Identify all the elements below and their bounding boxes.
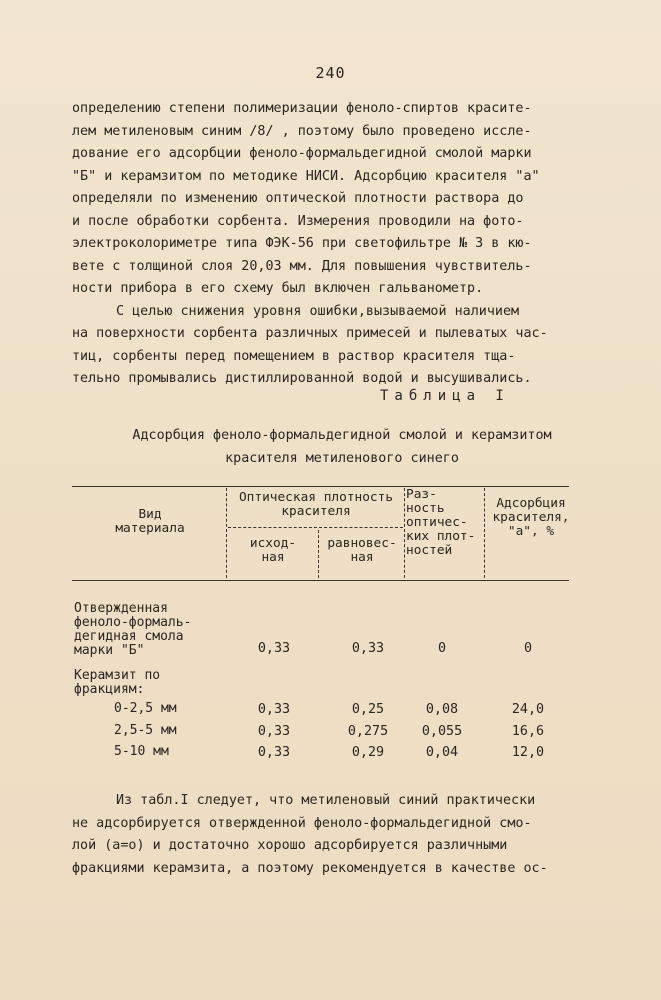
table-top-rule [72, 486, 569, 487]
table-caption-line-1: Адсорбция феноло-формальдегидной смолой и керамзитом [132, 428, 552, 443]
header-difference [406, 488, 484, 558]
cell-equilibrium: 0,275 [347, 724, 389, 739]
text-line: ности прибора в его схему был включен гальванометр. [72, 281, 484, 296]
header-text: исход- [249, 536, 297, 551]
table-row-label: 2,5-5 мм [114, 723, 177, 738]
header-text: Раз- [406, 487, 437, 502]
column-divider [226, 488, 227, 578]
header-material [80, 508, 220, 536]
header-subdivider [228, 527, 403, 528]
text-line: определению степени полимеризации феноло-спиртов красите- [72, 101, 532, 116]
header-text: красителя, [492, 510, 570, 525]
header-text: оптичес- [406, 515, 468, 530]
text-line: вете с толщиной слоя 20,03 мм. Для повышения чувствитель- [72, 258, 532, 274]
header-text: ностей [406, 543, 453, 558]
row-label-text: феноло-формаль- [74, 615, 192, 630]
text-line: фракциями керамзита, а поэтому рекомендуется в качестве ос- [72, 860, 548, 876]
cell-difference: 0,055 [421, 724, 463, 739]
row-label-text: фракциям: [74, 682, 145, 697]
text-line: и после обработки сорбента. Измерения проводили на фото- [72, 213, 524, 229]
cell-initial: 0,33 [257, 702, 291, 717]
text-line: С целью снижения уровня ошибки,вызываемой наличием [116, 303, 520, 319]
row-label-text: Керамзит по [74, 668, 161, 683]
row-label-text: марки "Б" [74, 643, 145, 658]
header-equilibrium [320, 537, 404, 565]
cell-difference: 0 [437, 641, 447, 656]
header-text: ная [350, 550, 374, 565]
table-row-label: 0-2,5 мм [114, 701, 177, 716]
text-line: определяли по изменению оптической плотности раствора до [72, 191, 524, 206]
table-row-label [74, 669, 160, 697]
cell-initial: 0,33 [257, 745, 291, 760]
row-label-text: дегидная смола [74, 629, 184, 644]
cell-initial: 0,33 [257, 724, 291, 739]
header-initial [228, 537, 318, 565]
text-line: Из табл.I следует, что метиленовый синий практически [116, 793, 536, 808]
header-text: "а", % [507, 524, 555, 539]
cell-equilibrium: 0,29 [351, 745, 385, 760]
header-text: ность [406, 501, 445, 516]
cell-adsorption: 24,0 [511, 702, 545, 717]
table-row-label [74, 602, 191, 658]
cell-adsorption: 16,6 [511, 724, 545, 739]
text-line: на поверхности сорбента различных примесей и пылеватых час- [72, 326, 548, 341]
table-row-label: 5-10 мм [114, 744, 169, 759]
header-text: материала [115, 521, 185, 536]
cell-difference: 0,08 [425, 702, 459, 717]
page-number: 240 [315, 64, 346, 82]
text-line: "Б" и керамзитом по методике НИСИ. Адсорбцию красителя "а" [72, 168, 540, 184]
header-text: Оптическая плотность [238, 490, 394, 505]
cell-equilibrium: 0,25 [351, 702, 385, 717]
header-text: Вид [138, 507, 162, 522]
cell-initial: 0,33 [257, 641, 291, 656]
cell-adsorption: 0 [523, 641, 533, 656]
paragraph-1 [72, 98, 592, 391]
column-divider [484, 488, 485, 578]
text-line: не адсорбируется отвержденной феноло-формальдегидной смо- [72, 815, 532, 831]
text-line: тельно промывались дистиллированной водой и высушивались. [72, 371, 532, 386]
cell-adsorption: 12,0 [511, 745, 545, 760]
cell-equilibrium: 0,33 [351, 641, 385, 656]
text-line: лой (а=о) и достаточно хорошо адсорбируется различными [72, 838, 508, 853]
table-caption-line-2: красителя метиленового синего [225, 451, 459, 466]
column-divider [404, 488, 405, 578]
paragraph-3 [72, 790, 592, 880]
header-text: равновес- [327, 536, 397, 551]
text-line: тиц, сорбенты перед помещением в раствор красителя тща- [72, 348, 516, 364]
header-text: красителя [281, 504, 351, 519]
cell-difference: 0,04 [425, 745, 459, 760]
header-text: ких плот- [406, 529, 476, 544]
header-optical-density [228, 491, 404, 519]
table-label: Таблица I [380, 388, 510, 404]
header-text: ная [261, 550, 285, 565]
row-label-text: Отвержденная [74, 601, 168, 616]
text-line: электроколориметре типа ФЭК-56 при светофильтре № 3 в кю- [72, 236, 532, 251]
text-line: лем метиленовым синим /8/ , поэтому было проведено иссле- [72, 123, 532, 139]
header-text: Адсорбция [496, 496, 566, 511]
text-line: дование его адсорбции феноло-формальдегидной смолой марки [72, 146, 532, 161]
column-divider [318, 530, 319, 578]
table-header-bottom-rule [72, 580, 569, 581]
header-adsorption [486, 497, 576, 539]
